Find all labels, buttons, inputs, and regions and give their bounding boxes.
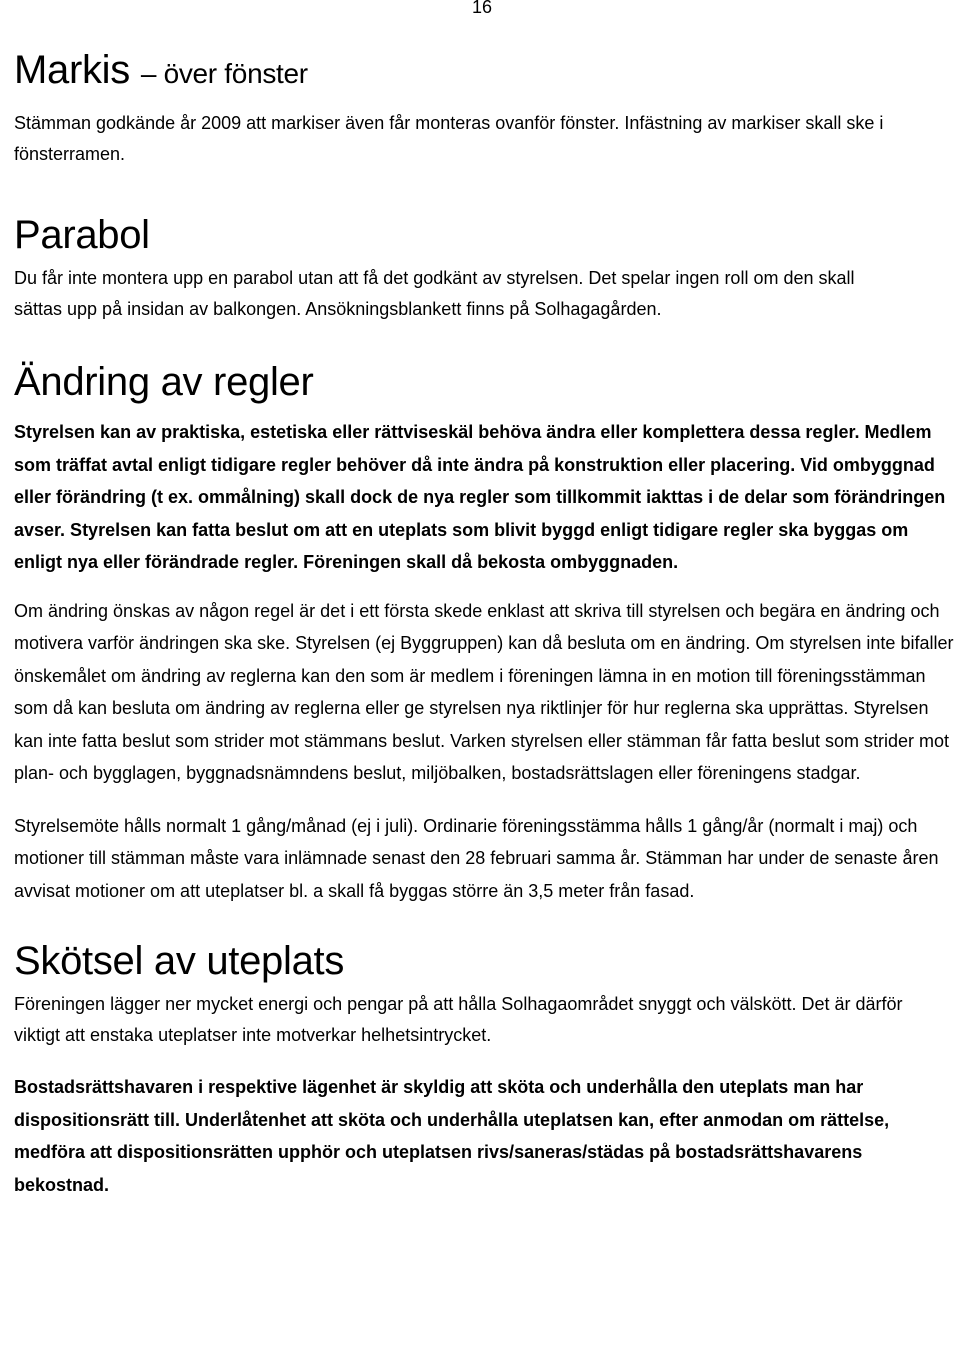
section-skotsel [14,941,954,1201]
section-andring [14,362,954,907]
paragraph-andring-2: Styrelsemöte hålls normalt 1 gång/månad (ej i juli). Ordinarie föreningsstämma hålls 1 gång/år (normalt i maj) och motioner till stämman måste vara inlämnade senast den 28 februari samma år. Stämman har under de senaste åren avvisat motioner om att uteplatser bl. a skall få byggas större än 3,5 meter från fasad. [14,815,939,901]
section-heading-parabol: Parabol [14,213,150,257]
section-parabol [14,215,954,325]
heading-subtitle: – över fönster [140,58,308,89]
paragraph-andring-1: Om ändring önskas av någon regel är det i ett första skede enklast att skriva till styrelsen och begära en ändring och motivera varför ändringen ska ske. Styrelsen (ej Byggruppen) kan då besluta om en ändring. Om styrelsen inte bifaller önskemålet om ändring av reglerna kan den som är medlem i föreningen lämna in en motion till föreningsstämman som då kan besluta om ändring av reglerna eller ge styrelsen nya riktlinjer för hur reglerna ska upprättas. Styrelsen kan inte fatta beslut som strider mot stämmans beslut. Varken styrelsen eller stämman får fatta beslut som strider mot plan- och bygglagen, byggnadsnämndens beslut, miljöbalken, bostadsrättslagen eller föreningens stadgar. [14,600,954,783]
page-number: 16 [472,0,493,17]
document-body [14,50,954,1201]
heading-text: Markis [14,48,130,92]
section-heading-skotsel: Skötsel av uteplats [14,939,345,983]
paragraph-andring-bold: Styrelsen kan av praktiska, estetiska eller rättviseskäl behöva ändra eller komplettera dessa regler. Medlem som träffat avtal enligt tidigare regler behöver då inte ändra på konstruktion eller placering. Vid ombyggnad eller förändring (t ex. ommålning) skall dock de nya regler som tillkommit iakttas i de delar som förändringen avser. Styrelsen kan fatta beslut om att en uteplats som blivit byggd enligt tidigare regler ska byggas om enligt nya eller förändrade regler. Föreningen skall då bekosta ombyggnaden. [14,422,946,572]
section-markis [14,50,954,170]
paragraph-markis: Stämman godkände år 2009 att markiser även får monteras ovanför fönster. Infästning av markiser skall ske i fönsterramen. [14,113,884,164]
paragraph-skotsel: Föreningen lägger ner mycket energi och pengar på att hålla Solhagaområdet snyggt och välskött. Det är därför viktigt att enstaka uteplatser inte motverkar helhetsintrycket. [14,994,903,1045]
section-heading-andring: Ändring av regler [14,360,314,404]
paragraph-skotsel-bold: Bostadsrättshavaren i respektive lägenhet är skyldig att sköta och underhålla den uteplats man har dispositionsrätt till. Underlåtenhet att sköta och underhålla uteplatsen kan, efter anmodan om rättelse, medföra att dispositionsrätten upphör och uteplatsen rivs/saneras/städas på bostadsrättshavarens bekostnad. [14,1077,890,1195]
paragraph-parabol: Du får inte montera upp en parabol utan att få det godkänt av styrelsen. Det spelar ingen roll om den skall sättas upp på insidan av balkongen. Ansökningsblankett finns på Solhagagården. [14,268,855,319]
section-heading-markis [14,50,954,90]
